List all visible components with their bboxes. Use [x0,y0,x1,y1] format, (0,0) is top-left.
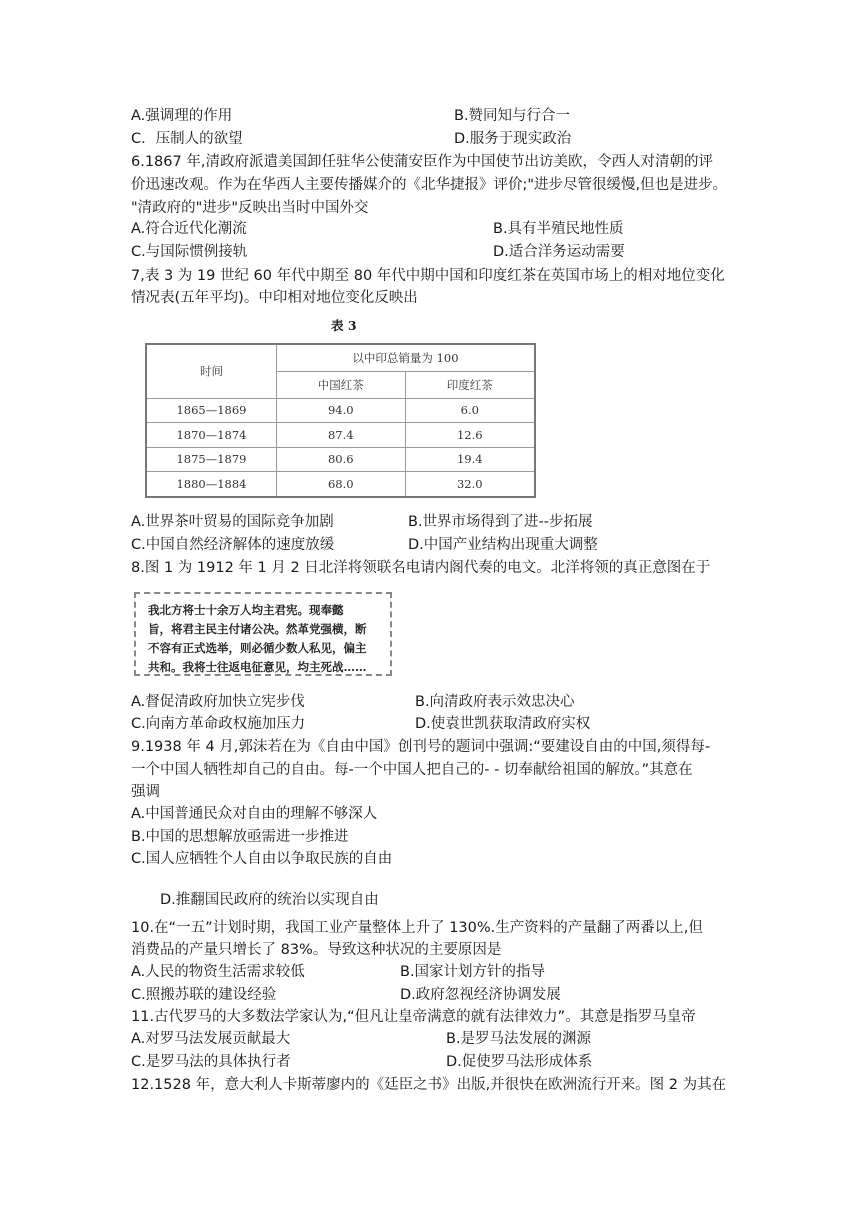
q11-option-c: C.是罗马法的具体执行者 [131,1054,291,1070]
table-row [146,398,535,423]
quote-line: 旨，将君主民主付诸公决。然革党强横，断 [148,622,367,636]
q9-option-c: C.国人应牺牲个人自由以争取民族的自由 [131,851,393,867]
table-cell-period: 1870—1874 [146,423,277,448]
table-cell-period: 1880—1884 [146,472,277,497]
table-cell-india: 32.0 [405,472,535,497]
q7-stem-line2: 情况表(五年平均)。中印相对地位变化反映出 [131,290,418,306]
q8-option-c: C.向南方革命政权施加压力 [131,716,306,732]
q11-stem-line1: 11.古代罗马的大多数法学家认为,“但凡让皇帝满意的就有法律效力”。其意是指罗马皇帝 [131,1009,696,1025]
table-cell-period: 1875—1879 [146,447,277,472]
q6-stem-line1: 6.1867 年,清政府派遣美国卸任驻华公使蒲安臣作为中国使节出访美欧，令西人对清朝的评 [131,154,713,170]
quote-line: 我北方将士十余万人均主君宪。现奉懿 [148,603,344,617]
q8-option-d: D.使袁世凯获取清政府实权 [415,716,591,732]
q10-stem-line2: 消费品的产量只增长了 83%。导致这种状况的主要原因是 [131,942,502,958]
table-cell-china: 80.6 [277,447,406,472]
table-cell-india: 6.0 [405,398,535,423]
q10-option-b: B.国家计划方针的指导 [400,964,546,980]
table-cell-china: 68.0 [277,472,406,497]
q11-option-b: B.是罗马法发展的渊源 [446,1031,592,1047]
q8-stem-line1: 8.图 1 为 1912 年 1 月 2 日北洋将领联名电请内阁代奏的电文。北洋将领的真正意图在于 [131,560,711,576]
q10-option-a: A.人民的物资生活需求较低 [131,964,305,980]
tea-share-table [145,343,536,498]
q7-option-c: C.中国自然经济解体的速度放缓 [131,537,335,553]
q7-stem-line1: 7,表 3 为 19 世纪 60 年代中期至 80 年代中期中国和印度红茶在英国市场上的相对地位变化 [131,268,725,284]
q12-stem-line1: 12.1528 年，意大利人卡斯蒂廖内的《廷臣之书》出版,并很快在欧洲流行开来。图 2 为其在 [131,1077,727,1093]
q6-option-b: B.具有半殖民地性质 [493,221,624,237]
q5-option-d: D.服务于现实政治 [454,131,572,147]
table-header-india: 印度红茶 [405,371,535,398]
q11-option-d: D.促使罗马法形成体系 [446,1054,593,1070]
q7-option-d: D.中国产业结构出现重大调整 [408,537,598,553]
q9-option-a: A.中国普通民众对自由的理解不够深人 [131,806,378,822]
q8-option-a: A.督促清政府加快立宪步伐 [131,694,305,710]
q9-stem-line2: 一个中国人牺牲却自己的自由。每-一个中国人把自己的- - 切奉献给祖国的解放。”其意在 [131,762,693,778]
telegram-quote-box [134,592,392,676]
table-title: 表 3 [331,318,357,333]
q7-option-a: A.世界茶叶贸易的国际竞争加剧 [131,514,334,530]
table-cell-india: 19.4 [405,447,535,472]
quote-line: 不容有正式选举，则必循少数人私见，偏主 [148,641,367,655]
q8-option-b: B.向清政府表示效忠决心 [415,694,575,710]
q5-option-b: B.赞同知与行合一 [454,108,571,124]
q7-option-b: B.世界市场得到了进--步拓展 [408,514,593,530]
table-header-group: 以中印总销量为 100 [277,344,536,371]
q6-stem-line3: "清政府的"进步"反映出当时中国外交 [131,200,369,216]
table-row [146,423,535,448]
q9-option-d: D.推翻国民政府的统治以实现自由 [160,892,379,908]
table-row [146,447,535,472]
table-cell-china: 87.4 [277,423,406,448]
table-row [146,472,535,497]
table-cell-india: 12.6 [405,423,535,448]
q6-option-d: D.适合洋务运动需要 [493,244,625,260]
quote-line: 共和。我将士往返电征意见，均主死战…… [148,660,367,674]
q5-option-c: C．压制人的欲望 [131,131,243,147]
q5-option-a: A.强调理的作用 [131,108,233,124]
q10-option-c: C.照搬苏联的建设经验 [131,987,277,1003]
q6-option-a: A.符合近代化潮流 [131,221,247,237]
q9-stem-line1: 9.1938 年 4 月,郭沫若在为《自由中国》创刊号的题词中强调:“要建设自由的中国,须得每- [131,739,711,755]
table-header-china: 中国红茶 [277,371,406,398]
table-cell-period: 1865—1869 [146,398,277,423]
table-cell-china: 94.0 [277,398,406,423]
q9-stem-line3: 强调 [131,784,160,800]
q9-option-b: B.中国的思想解放亟需进一步推进 [131,829,349,845]
q6-option-c: C.与国际惯例接轨 [131,244,248,260]
q6-stem-line2: 价迅速改观。作为在华西人主要传播媒介的《北华捷报》评价;"进步尽管很缓慢,但也是进步。 [131,177,728,193]
q10-stem-line1: 10.在“一五”计划时期，我国工业产量整体上升了 130%.生产资料的产量翻了两番以上,但 [131,920,703,936]
table-header-time: 时间 [146,344,277,398]
q11-option-a: A.对罗马法发展贡献最大 [131,1031,291,1047]
q10-option-d: D.政府忽视经济协调发展 [400,987,561,1003]
